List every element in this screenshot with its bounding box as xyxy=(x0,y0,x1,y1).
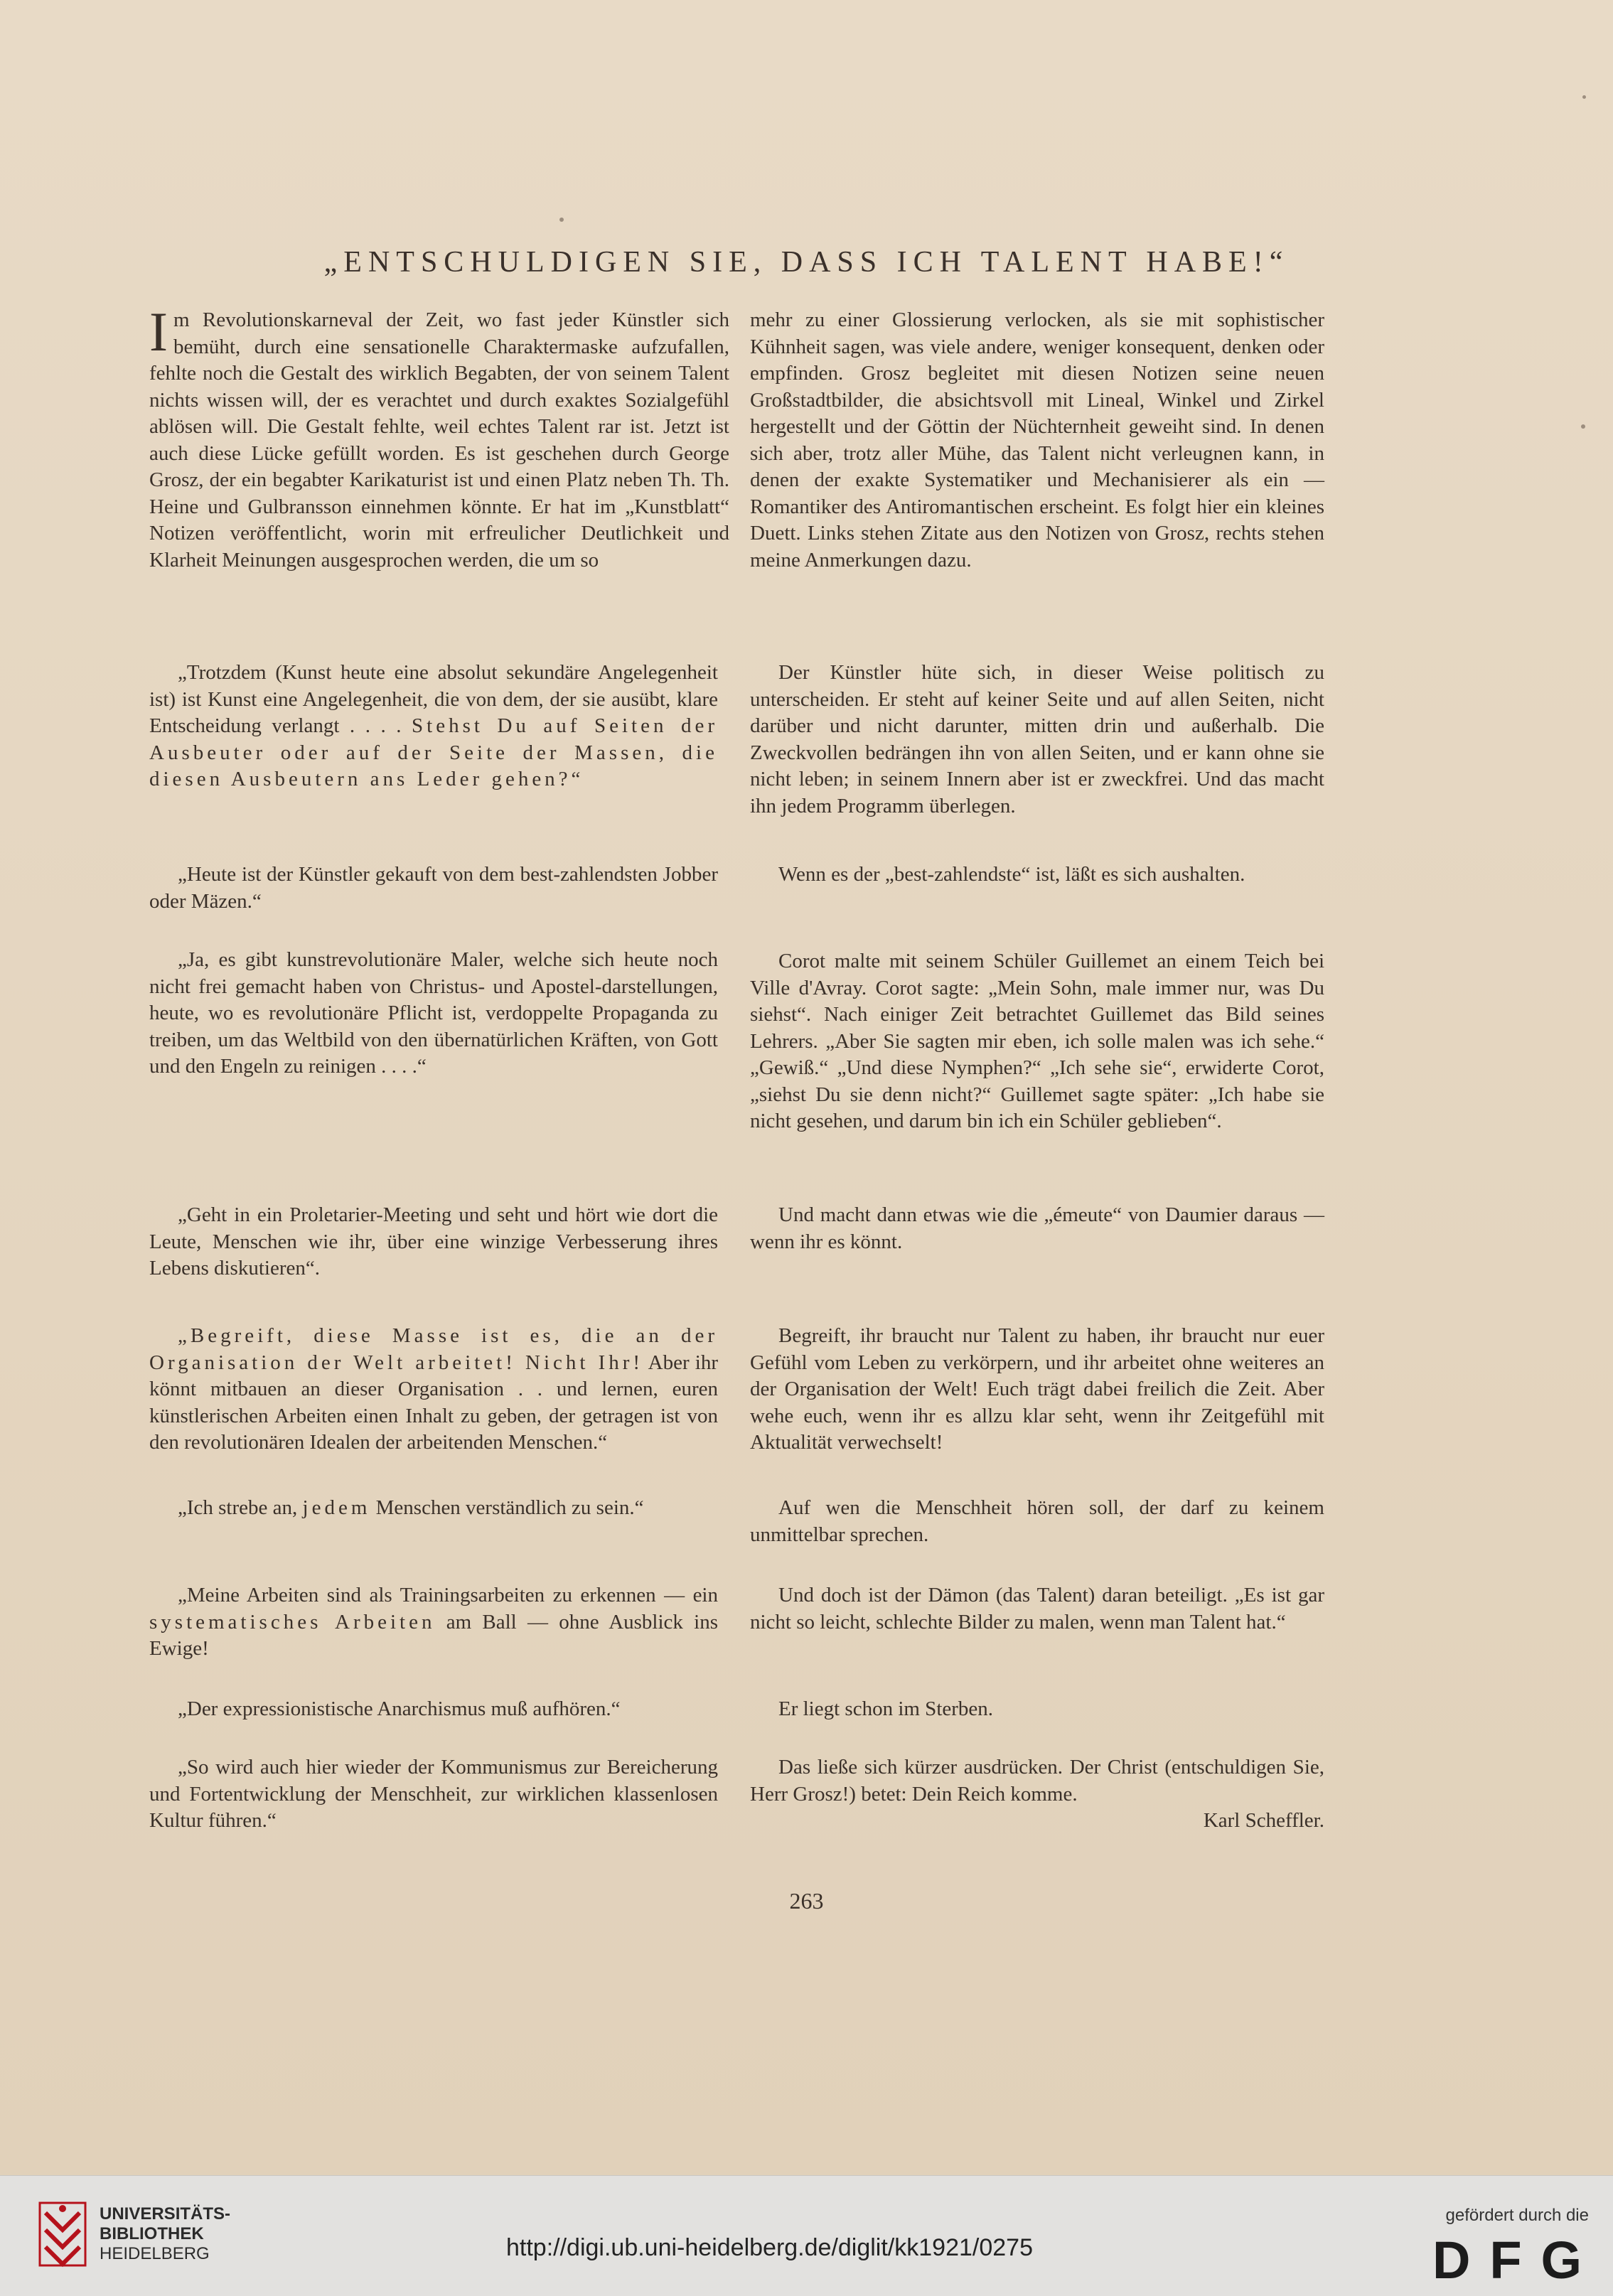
scheffler-comment-2 xyxy=(750,862,1324,889)
article-title: „ENTSCHULDIGEN SIE, DASS ICH TALENT HABE!“ xyxy=(323,246,1290,279)
grosz-quote-8 xyxy=(149,1696,718,1723)
svg-text:DFG: DFG xyxy=(1432,2237,1582,2282)
page-number: 263 xyxy=(789,1888,824,1914)
comment-text: Das ließe sich kürzer ausdrücken. Der Christ (entschuldigen Sie, Herr Grosz!) betet: Dein Reich komme. xyxy=(750,1756,1324,1806)
library-line: HEIDELBERG xyxy=(100,2244,210,2263)
comment-text: Er liegt schon im Sterben. xyxy=(778,1697,994,1720)
funding-label: gefördert durch die xyxy=(1445,2206,1589,2225)
comment-text: Corot malte mit seinem Schüler Guillemet an einem Teich bei Ville d'Avray. Corot sagte: „Mein Sohn, male immer nur, was Du siehst“. Nach einiger Zeit betrachtet Guillemet das Bild seines Lehrers. „Aber Sie sagten mir eben, ich solle malen was ich sehe.“ „Gewiß.“ „Und diese Nymphen?“ „Ich sehe sie“, erwiderte Corot, „siehst Du sie denn nicht?“ Guillemet sagte später: „Ich habe sie nicht gesehen, und darum bin ich ein Schüler geblieben“. xyxy=(750,950,1324,1132)
grosz-quote-9 xyxy=(149,1754,718,1835)
grosz-quote-2 xyxy=(149,862,718,915)
grosz-quote-3 xyxy=(149,947,718,1080)
grosz-quote-5 xyxy=(149,1323,718,1457)
library-name xyxy=(100,2204,230,2264)
quote-spaced-text: Stehst Du auf Seiten der Ausbeuter oder auf der Seite der Massen, die diesen Ausbeutern ans Leder gehen?“ xyxy=(149,714,718,790)
university-library-logo xyxy=(37,2199,88,2270)
grosz-quote-1 xyxy=(149,660,718,793)
scheffler-comment-3 xyxy=(750,948,1324,1135)
quote-text: am Ball — ohne Ausblick ins Ewige! xyxy=(149,1610,719,1660)
library-line: BIBLIOTHEK xyxy=(100,2224,204,2243)
intro-right-column: mehr zu einer Glossierung verlocken, als sie mit sophistischer Kühnheit sagen, was viele andere, weniger konsequent, denken oder empfinden. Grosz begleitet mit diesen Notizen seine neuen Großstadtbilder, die absichtsvoll mit Lineal, Winkel und Zirkel hergestellt und der Göttin der Nüchternheit geweiht sind. In denen sich aber, trotz aller Mühe, das Talent nicht verleugnen kann, in denen der exakte Systematiker und Mechanisierer als ein — Romantiker des Antiromantischen erscheint. Es folgt hier ein kleines Duett. Links stehen Zitate aus den Notizen von Grosz, rechts stehen meine Anmerkungen dazu. xyxy=(750,309,1324,572)
author-signature: Karl Scheffler. xyxy=(1203,1809,1324,1832)
paper-speck xyxy=(1582,95,1586,99)
scheffler-comment-7 xyxy=(750,1582,1324,1636)
scheffler-comment-1 xyxy=(750,660,1324,820)
grosz-quote-4 xyxy=(149,1202,718,1282)
dfg-logo xyxy=(1432,2237,1587,2282)
drop-cap: I xyxy=(149,301,168,363)
quote-spaced-text: „Begreift, diese Masse ist es, die an der Organisation der Welt arbeitet! Nicht Ihr! xyxy=(149,1324,718,1374)
scheffler-comment-4 xyxy=(750,1202,1324,1255)
comment-text: Und macht dann etwas wie die „émeute“ von Daumier daraus — wenn ihr es könnt. xyxy=(750,1203,1324,1253)
comment-text: Auf wen die Menschheit hören soll, der darf zu keinem unmittelbar sprechen. xyxy=(750,1496,1324,1546)
quote-text: „So wird auch hier wieder der Kommunismus zur Bereicherung und Fortentwicklung der Menschheit, zur wirklichen klassenlosen Kultur führen.“ xyxy=(149,1756,718,1832)
quote-text: „Ja, es gibt kunstrevolutionäre Maler, welche sich heute noch nicht frei gemacht haben von Christus- und Apostel-darstellungen, heute, wo es revolutionäre Pflicht ist, verdoppelte Propaganda zu treiben, um das Weltbild von den übernatürlichen Kräften, von Gott und den Engeln zu reinigen . . . .“ xyxy=(149,948,718,1078)
quote-text: „Heute ist der Künstler gekauft von dem best-zahlendsten Jobber oder Mäzen.“ xyxy=(149,863,718,913)
intro-left-text: m Revolutionskarneval der Zeit, wo fast jeder Künstler sich bemüht, durch eine sensationelle Charaktermaske aufzufallen, fehlte noch die Gestalt des wirklich Begabten, der von seinem Talent nichts wissen will, der es verachtet und durch exaktes Sozialgefühl ablösen will. Die Gestalt fehlte, weil echtes Talent rar ist. Jetzt ist auch diese Lücke gefüllt worden. Es ist geschehen durch George Grosz, der ein begabter Karikaturist ist und einen Platz neben Th. Th. Heine und Gulbransson einnehmen könnte. Er hat im „Kunstblatt“ Notizen veröffentlicht, worin mit erfreulicher Deutlichkeit und Klarheit Meinungen ausgesprochen werden, die um so xyxy=(149,309,729,572)
scheffler-comment-9 xyxy=(750,1754,1324,1835)
paper-speck xyxy=(1581,424,1585,429)
quote-text: „Trotzdem (Kunst heute eine absolut sekundäre Angelegenheit ist) ist Kunst eine Angelegenheit, die von dem, der sie ausübt, klare Entscheidung verlangt . . . . xyxy=(149,661,718,737)
quote-text: „Der expressionistische Anarchismus muß aufhören.“ xyxy=(178,1697,621,1720)
quote-text: Menschen verständlich zu sein.“ xyxy=(370,1496,644,1519)
grosz-quote-7 xyxy=(149,1582,718,1663)
grosz-quote-6 xyxy=(149,1495,718,1522)
quote-text: „Meine Arbeiten sind als Trainingsarbeiten zu erkennen — ein xyxy=(178,1584,718,1606)
quote-text: „Ich strebe an, xyxy=(178,1496,303,1519)
permalink-url[interactable]: http://digi.ub.uni-heidelberg.de/diglit/kk1921/0275 xyxy=(506,2234,1033,2261)
scheffler-comment-5 xyxy=(750,1323,1324,1457)
comment-text: Der Künstler hüte sich, in dieser Weise politisch zu unterscheiden. Er steht auf keiner Seite und auf allen Seiten, nicht darüber und nicht darunter, mitten drin und außerhalb. Die Zweckvollen bedrängen ihn von allen Seiten, und er kann ohne sie nicht leben; in seinem Innern aber ist er zweckfrei. Und das macht ihn jedem Programm überlegen. xyxy=(750,661,1324,817)
comment-text: Wenn es der „best-zahlendste“ ist, läßt es sich aushalten. xyxy=(778,863,1245,886)
library-line: UNIVERSITÄTS- xyxy=(100,2204,231,2223)
comment-text: Und doch ist der Dämon (das Talent) daran beteiligt. „Es ist gar nicht so leicht, schlechte Bilder zu malen, wenn man Talent hat.“ xyxy=(750,1584,1324,1634)
scheffler-comment-6 xyxy=(750,1495,1324,1548)
quote-spaced-text: systematisches Arbeiten xyxy=(149,1610,436,1634)
comment-text: Begreift, ihr braucht nur Talent zu haben, ihr braucht nur euer Gefühl vom Leben zu verkörpern, und ihr arbeitet ohne weiteres an der Organisation der Welt! Euch trägt dabei freilich die Zeit. Aber wehe euch, wenn ihr es allzu klar seht, wenn ihr Zeitgefühl mit Aktualität verwechselt! xyxy=(750,1324,1324,1454)
intro-left-column xyxy=(149,301,729,574)
quote-text: Aber ihr könnt mitbauen an dieser Organisation . . und lernen, euren künstlerischen Arbeiten einen Inhalt zu geben, der getragen ist von den revolutionären Idealen der arbeitenden Menschen.“ xyxy=(149,1351,718,1454)
quote-text: „Geht in ein Proletarier-Meeting und seht und hört wie dort die Leute, Menschen wie ihr, über eine winzige Verbesserung ihres Lebens diskutieren“. xyxy=(149,1203,718,1280)
digitization-footer xyxy=(0,2175,1613,2296)
scheffler-comment-8 xyxy=(750,1696,1324,1723)
quote-spaced-text: jedem xyxy=(302,1496,371,1519)
paper-speck xyxy=(559,218,564,222)
